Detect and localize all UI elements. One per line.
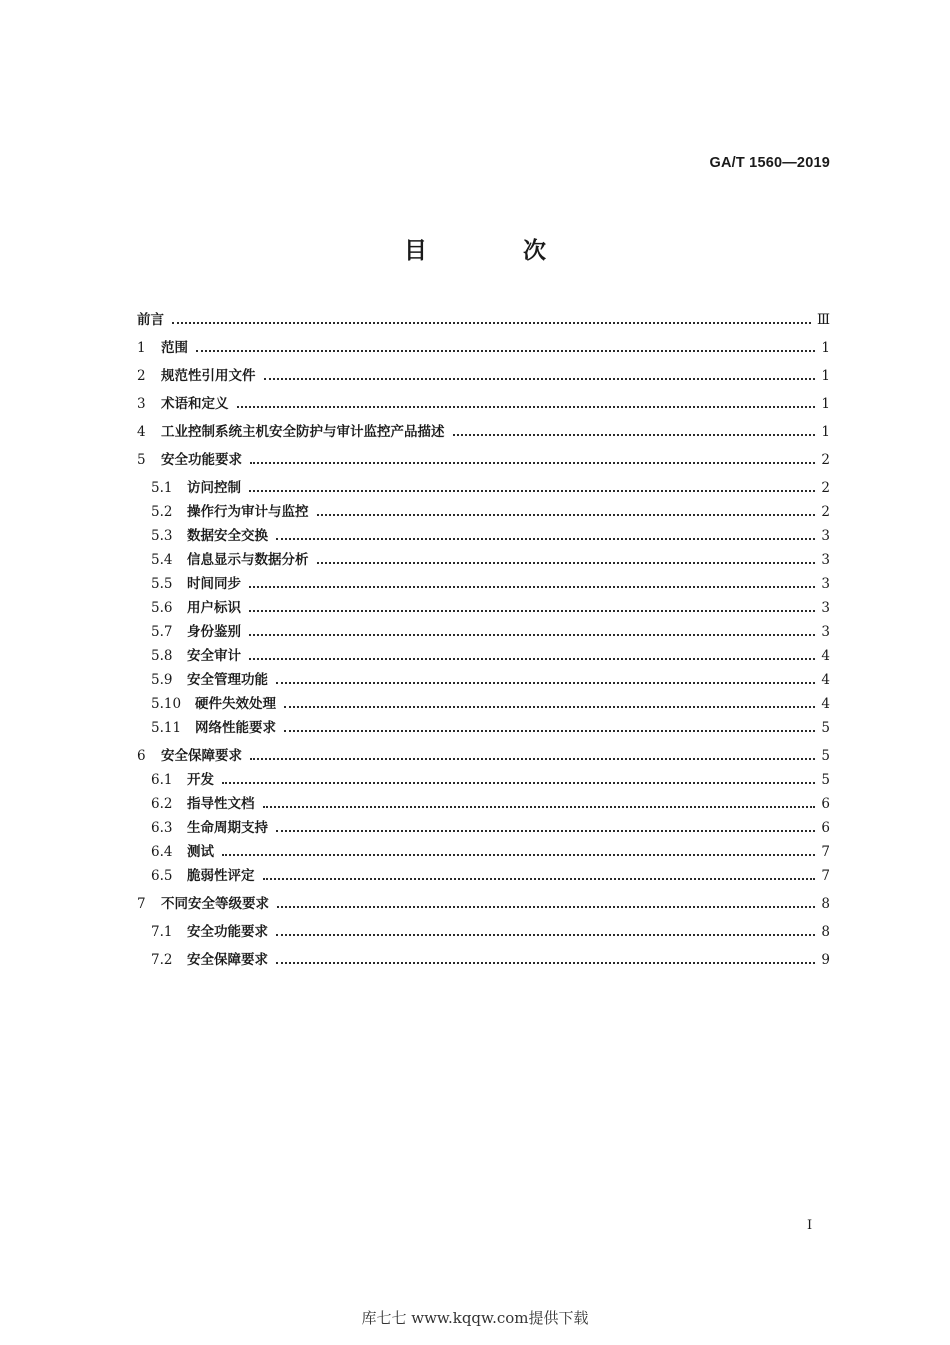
toc-leader-dots xyxy=(249,586,815,588)
toc-entry-page: 4 xyxy=(821,648,830,664)
toc-entry xyxy=(137,419,830,441)
toc-entry-page: 1 xyxy=(821,424,830,440)
toc-entry xyxy=(151,839,830,861)
toc-entry-page: 9 xyxy=(821,952,830,968)
toc-entry xyxy=(151,947,830,969)
toc-entry xyxy=(151,619,830,641)
toc-leader-dots xyxy=(263,806,816,808)
toc-entry-number: 5.11 xyxy=(151,720,182,736)
toc-leader-dots xyxy=(453,434,816,436)
toc-leader-dots xyxy=(249,610,815,612)
toc-entry-number: 5 xyxy=(137,452,146,468)
toc-entry-number: 5.2 xyxy=(151,504,173,520)
toc-leader-dots xyxy=(222,782,815,784)
toc-entry-number: 7.2 xyxy=(151,952,173,968)
toc-entry xyxy=(151,815,830,837)
toc-entry xyxy=(151,667,830,689)
toc-entry-label: 工业控制系统主机安全防护与审计监控产品描述 xyxy=(161,424,445,440)
toc-entry-number: 5.10 xyxy=(151,696,182,712)
toc-entry xyxy=(151,919,830,941)
toc-entry-label: 身份鉴别 xyxy=(187,624,241,640)
toc-entry-number: 4 xyxy=(137,424,146,440)
toc-entry xyxy=(137,447,830,469)
toc-leader-dots xyxy=(222,854,815,856)
toc-entry-page: 5 xyxy=(821,748,830,764)
toc-entry-number: 6.5 xyxy=(151,868,173,884)
toc-entry-page: 3 xyxy=(821,624,830,640)
toc-entry xyxy=(151,715,830,737)
toc-entry-label: 范围 xyxy=(161,340,188,356)
toc-entry-page: 8 xyxy=(821,896,830,912)
toc-entry-label: 数据安全交换 xyxy=(187,528,268,544)
toc-entry-page: 2 xyxy=(821,452,830,468)
toc-leader-dots xyxy=(237,406,816,408)
toc-entry-number: 2 xyxy=(137,368,146,384)
toc-leader-dots xyxy=(263,878,816,880)
toc-entry xyxy=(137,363,830,385)
toc-leader-dots xyxy=(276,538,815,540)
toc-entry-label: 前言 xyxy=(137,312,164,328)
toc-leader-dots xyxy=(276,934,815,936)
toc-entry xyxy=(137,335,830,357)
toc-entry xyxy=(151,571,830,593)
toc-entry-page: 4 xyxy=(821,672,830,688)
toc-leader-dots xyxy=(277,906,815,908)
toc-entry-page: 6 xyxy=(821,820,830,836)
toc-entry-number: 6.3 xyxy=(151,820,173,836)
toc-entry-page: 2 xyxy=(821,480,830,496)
toc-entry xyxy=(137,891,830,913)
toc-entry-number: 6.2 xyxy=(151,796,173,812)
toc-entry xyxy=(137,391,830,413)
toc-entry xyxy=(137,743,830,765)
toc-entry xyxy=(151,643,830,665)
toc-entry-number: 6.4 xyxy=(151,844,173,860)
toc-entry-label: 术语和定义 xyxy=(161,396,229,412)
toc-entry xyxy=(137,307,830,329)
toc-leader-dots xyxy=(264,378,816,380)
toc-leader-dots xyxy=(249,658,815,660)
toc-entry-label: 安全管理功能 xyxy=(187,672,268,688)
toc-entry-page: 2 xyxy=(821,504,830,520)
toc-entry-label: 不同安全等级要求 xyxy=(161,896,269,912)
toc-leader-dots xyxy=(276,962,815,964)
toc-entry-page: 7 xyxy=(821,868,830,884)
toc-leader-dots xyxy=(284,730,815,732)
toc-leader-dots xyxy=(250,462,815,464)
toc-entry-page: 6 xyxy=(821,796,830,812)
toc-entry-page: 5 xyxy=(821,720,830,736)
toc-entry-label: 开发 xyxy=(187,772,214,788)
toc-leader-dots xyxy=(249,634,815,636)
toc-entry-page: Ⅲ xyxy=(816,312,830,328)
toc-leader-dots xyxy=(317,562,816,564)
toc-entry xyxy=(151,523,830,545)
toc-entry-number: 5.6 xyxy=(151,600,173,616)
toc-entry-number: 5.1 xyxy=(151,480,173,496)
toc-entry-label: 指导性文档 xyxy=(187,796,255,812)
toc-entry-label: 安全保障要求 xyxy=(161,748,242,764)
toc-entry-page: 3 xyxy=(821,600,830,616)
toc-entry-page: 1 xyxy=(821,396,830,412)
toc-leader-dots xyxy=(276,682,815,684)
standard-code: GA/T 1560—2019 xyxy=(709,155,830,171)
toc-entry-label: 信息显示与数据分析 xyxy=(187,552,309,568)
toc-entry-number: 5.7 xyxy=(151,624,173,640)
toc-leader-dots xyxy=(196,350,815,352)
toc-entry-page: 8 xyxy=(821,924,830,940)
toc-entry-label: 安全功能要求 xyxy=(187,924,268,940)
page-number: I xyxy=(807,1218,813,1233)
toc-entry xyxy=(151,691,830,713)
toc-entry-number: 1 xyxy=(137,340,146,356)
toc-entry xyxy=(151,863,830,885)
toc-leader-dots xyxy=(276,830,815,832)
toc-entry-label: 安全审计 xyxy=(187,648,241,664)
toc-entry-label: 安全保障要求 xyxy=(187,952,268,968)
toc-leader-dots xyxy=(249,490,815,492)
toc-leader-dots xyxy=(284,706,815,708)
toc-entry xyxy=(151,791,830,813)
toc-leader-dots xyxy=(250,758,815,760)
toc-entry-page: 5 xyxy=(821,772,830,788)
toc-entry-number: 7 xyxy=(137,896,146,912)
toc-entry-page: 1 xyxy=(821,368,830,384)
toc-entry-label: 用户标识 xyxy=(187,600,241,616)
toc-entry-number: 5.4 xyxy=(151,552,173,568)
toc-entry-label: 网络性能要求 xyxy=(195,720,276,736)
toc-entry-number: 6 xyxy=(137,748,146,764)
toc-entry xyxy=(151,547,830,569)
toc-entry-label: 硬件失效处理 xyxy=(195,696,276,712)
toc-title: 目 次 xyxy=(403,238,590,264)
toc-entry-number: 5.5 xyxy=(151,576,173,592)
toc-entry-label: 规范性引用文件 xyxy=(161,368,256,384)
toc-entry-label: 安全功能要求 xyxy=(161,452,242,468)
toc-entry-page: 4 xyxy=(821,696,830,712)
toc-entry-label: 测试 xyxy=(187,844,214,860)
toc-leader-dots xyxy=(172,322,811,324)
toc-entry-label: 时间同步 xyxy=(187,576,241,592)
toc-entry-number: 7.1 xyxy=(151,924,173,940)
toc-entry-label: 操作行为审计与监控 xyxy=(187,504,309,520)
toc-entry-number: 3 xyxy=(137,396,146,412)
toc-entry-page: 7 xyxy=(821,844,830,860)
toc-entry xyxy=(151,475,830,497)
toc-leader-dots xyxy=(317,514,816,516)
toc-entry-page: 3 xyxy=(821,576,830,592)
toc-entry xyxy=(151,499,830,521)
toc-entry-label: 访问控制 xyxy=(187,480,241,496)
toc-entry-number: 5.3 xyxy=(151,528,173,544)
toc-entry-label: 脆弱性评定 xyxy=(187,868,255,884)
toc-entry-page: 1 xyxy=(821,340,830,356)
toc-entry-number: 5.8 xyxy=(151,648,173,664)
toc-entry-number: 5.9 xyxy=(151,672,173,688)
toc-entry xyxy=(151,767,830,789)
footer-download-note: 库七七 www.kqqw.com提供下载 xyxy=(361,1309,589,1327)
toc-entry-number: 6.1 xyxy=(151,772,173,788)
toc-entry-label: 生命周期支持 xyxy=(187,820,268,836)
toc-entry-page: 3 xyxy=(821,552,830,568)
toc-entry xyxy=(151,595,830,617)
toc-entry-page: 3 xyxy=(821,528,830,544)
